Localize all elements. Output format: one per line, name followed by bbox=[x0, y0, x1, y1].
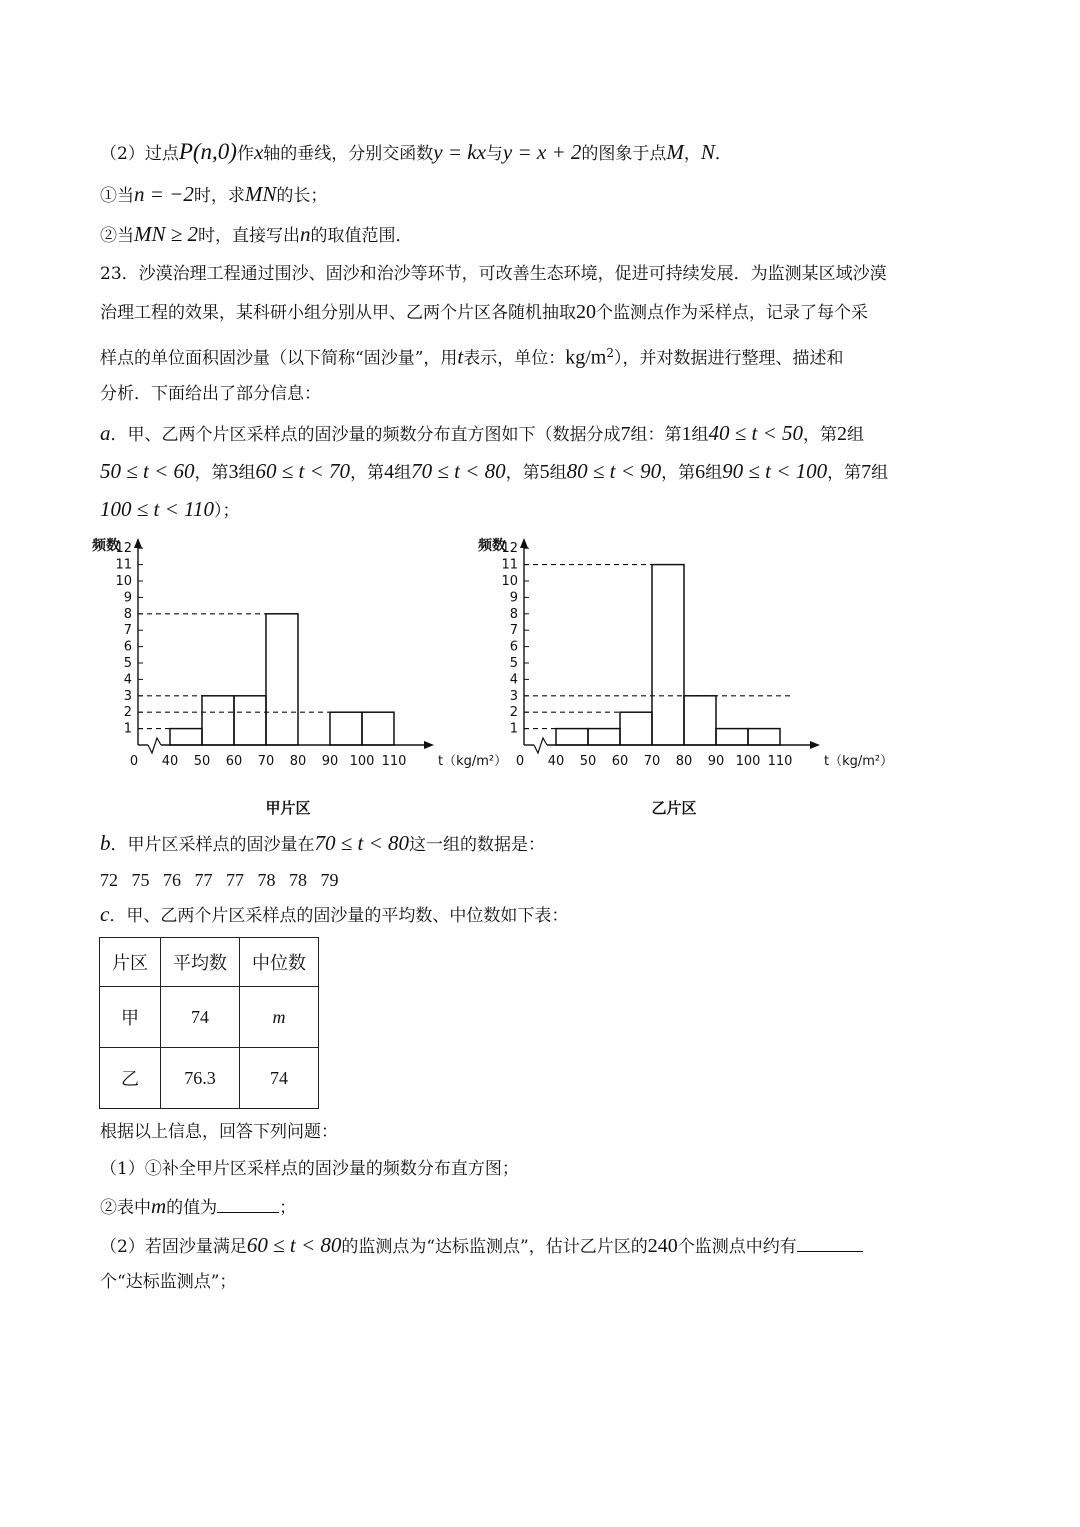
label-c: c bbox=[100, 902, 110, 926]
a2-text-g: ，第 bbox=[661, 463, 696, 483]
table-header-cell: 中位数 bbox=[240, 938, 319, 987]
q1b-text-c: ； bbox=[279, 1198, 297, 1218]
q23-intro-line-3 bbox=[100, 341, 844, 371]
y-tick-label: 8 bbox=[509, 606, 518, 622]
x-tick-label: 80 bbox=[675, 754, 693, 769]
table-row bbox=[100, 987, 319, 1048]
q2-text-c: 个监测点中约有 bbox=[677, 1237, 797, 1257]
chart-title: 乙片区 bbox=[651, 799, 697, 817]
group-2-range: 50 ≤ t < 60 bbox=[100, 459, 195, 483]
x-tick-label: 40 bbox=[161, 754, 179, 769]
sub2-text-c: 的取值范围． bbox=[310, 226, 413, 246]
sub2-text-a: ②当 bbox=[100, 226, 134, 246]
a2-text-c: ，第 bbox=[350, 463, 385, 483]
info-c-line bbox=[100, 902, 568, 928]
function-1: y = kx bbox=[433, 140, 486, 164]
histogram-bar bbox=[362, 712, 394, 745]
x-tick-label: 110 bbox=[381, 754, 407, 769]
x-tick-label: 0 bbox=[515, 754, 525, 769]
y-tick-label: 5 bbox=[509, 656, 518, 671]
histograms bbox=[0, 530, 1080, 830]
group-5-num: 5 bbox=[539, 461, 550, 483]
a2-text-f: 组 bbox=[549, 463, 567, 483]
intro3-text-c: ），并对数据进行整理、描述和 bbox=[614, 348, 844, 369]
q22-part2-text-a: （2）过点 bbox=[100, 144, 179, 164]
y-tick-label: 2 bbox=[123, 705, 132, 721]
y-tick-label: 6 bbox=[123, 639, 132, 655]
y-tick-label: 3 bbox=[509, 688, 518, 704]
a2-text-i: ，第 bbox=[827, 463, 862, 483]
group-2-num: 2 bbox=[837, 423, 848, 445]
c-text: ．甲、乙两个片区采样点的固沙量的平均数、中位数如下表： bbox=[109, 906, 569, 926]
histogram-bar bbox=[170, 729, 202, 745]
axis-break bbox=[534, 738, 547, 753]
y-tick-label: 1 bbox=[123, 721, 132, 737]
y-tick-label: 8 bbox=[123, 606, 132, 622]
x-tick-label: 70 bbox=[643, 754, 661, 769]
a2-text-e: ，第 bbox=[505, 463, 540, 483]
x-axis-arrow bbox=[810, 741, 820, 749]
q1-part-a: （1）①补全甲片区采样点的固沙量的频数分布直方图； bbox=[100, 1159, 519, 1179]
group-6-range: 90 ≤ t < 100 bbox=[722, 459, 828, 483]
a2-text-d: 组 bbox=[394, 463, 412, 483]
group-3-num: 3 bbox=[228, 461, 239, 483]
group-4-num: 4 bbox=[384, 461, 395, 483]
table-cell: 74 bbox=[161, 987, 240, 1048]
q2-total: 240 bbox=[647, 1235, 678, 1257]
y-axis-arrow bbox=[520, 538, 528, 548]
sub1-text-b: 时，求 bbox=[193, 186, 245, 206]
y-tick-label: 11 bbox=[501, 557, 518, 573]
y-tick-label: 1 bbox=[509, 721, 518, 737]
y-tick-label: 5 bbox=[123, 656, 132, 671]
y-tick-label: 7 bbox=[123, 623, 132, 639]
answer-blank-count[interactable] bbox=[797, 1235, 863, 1252]
y-tick-label: 12 bbox=[115, 541, 132, 557]
q2-line-2: 个“达标监测点”； bbox=[100, 1272, 237, 1292]
y-tick-label: 4 bbox=[123, 672, 132, 688]
point-n: N bbox=[700, 140, 715, 164]
y-tick-label: 6 bbox=[509, 639, 518, 655]
q1b-text-b: 的值为 bbox=[166, 1198, 218, 1218]
sub1-text-c: 的长； bbox=[276, 186, 328, 206]
separator: ， bbox=[683, 144, 701, 164]
q2-text-b: 的监测点为“达标监测点”，估计乙片区的 bbox=[341, 1237, 648, 1257]
info-a-line-2 bbox=[100, 459, 888, 485]
segment-mn: MN bbox=[244, 182, 277, 206]
var-t: t bbox=[457, 344, 464, 369]
sub1-text-a: ①当 bbox=[100, 186, 134, 206]
info-b-line bbox=[100, 831, 545, 857]
a3-end: ）； bbox=[213, 501, 240, 521]
y-tick-label: 10 bbox=[501, 574, 518, 589]
x-tick-label: 40 bbox=[547, 754, 565, 769]
x-tick-label: 80 bbox=[289, 754, 307, 769]
y-axis-arrow bbox=[134, 538, 142, 548]
q23-intro-line-1: 23．沙漠治理工程通过围沙、固沙和治沙等环节，可改善生态环境，促进可持续发展．为监测某区域沙漠 bbox=[100, 264, 887, 284]
q22-part2-line bbox=[100, 140, 732, 166]
group-7-num: 7 bbox=[861, 461, 872, 483]
info-a-line-1 bbox=[100, 421, 864, 447]
unit: kg/m bbox=[565, 346, 607, 369]
x-tick-label: 90 bbox=[707, 754, 725, 769]
y-axis-title: 频数 bbox=[92, 538, 120, 554]
q22-sub1-line bbox=[100, 182, 327, 208]
histogram-bar bbox=[330, 712, 362, 745]
q22-part2-text-b: 作 bbox=[236, 144, 254, 164]
y-tick-label: 9 bbox=[509, 590, 518, 606]
table-cell: 甲 bbox=[100, 987, 161, 1048]
var-x: x bbox=[253, 140, 264, 164]
b-text-b: 这一组的数据是： bbox=[409, 835, 546, 855]
y-tick-label: 10 bbox=[115, 574, 132, 589]
q1-part-b bbox=[100, 1194, 296, 1220]
table-row bbox=[100, 1048, 319, 1109]
var-n: n bbox=[300, 222, 311, 246]
histogram-bar bbox=[556, 729, 588, 745]
intro2-text-a: 治理工程的效果，某科研小组分别从甲、乙两个片区各随机抽取 bbox=[100, 303, 576, 323]
x-tick-label: 90 bbox=[321, 754, 339, 769]
stats-table bbox=[99, 937, 319, 1109]
group-6-num: 6 bbox=[695, 461, 706, 483]
x-tick-label: 110 bbox=[767, 754, 793, 769]
x-tick-label: 0 bbox=[129, 754, 139, 769]
q1b-text-a: ②表中 bbox=[100, 1198, 151, 1218]
histogram-bar bbox=[234, 696, 266, 745]
group-4-range: 70 ≤ t < 80 bbox=[411, 459, 506, 483]
y-tick-label: 7 bbox=[509, 623, 518, 639]
a1-text-e: 组 bbox=[847, 425, 865, 445]
axis-break bbox=[148, 738, 161, 753]
intro3-text-a: 样点的单位面积固沙量（以下简称“固沙量”，用 bbox=[100, 348, 458, 369]
a2-text-a: ，第 bbox=[194, 463, 229, 483]
group-count: 7 bbox=[620, 423, 631, 445]
y-tick-label: 9 bbox=[123, 590, 132, 606]
table-header-cell: 片区 bbox=[100, 938, 161, 987]
q2-text-a: （2）若固沙量满足 bbox=[100, 1237, 247, 1257]
a1-text-c: 组 bbox=[691, 425, 709, 445]
table-header-row bbox=[100, 938, 319, 987]
intro2-text-b: 个监测点作为采样点，记录了每个采 bbox=[596, 303, 868, 323]
table-cell: 74 bbox=[240, 1048, 319, 1109]
sub1-condition: n = −2 bbox=[134, 182, 194, 206]
y-tick-label: 11 bbox=[115, 557, 132, 573]
intro3-text-b: 表示，单位： bbox=[463, 348, 566, 369]
histogram-bar bbox=[266, 614, 298, 745]
x-tick-label: 70 bbox=[257, 754, 275, 769]
histogram-bar bbox=[716, 729, 748, 745]
table-cell: 乙 bbox=[100, 1048, 161, 1109]
x-axis-title: t（kg/m²） bbox=[824, 754, 894, 769]
histogram-bar bbox=[620, 712, 652, 745]
x-axis-title: t（kg/m²） bbox=[438, 754, 508, 769]
a1-text-d: ，第 bbox=[803, 425, 838, 445]
x-tick-label: 50 bbox=[193, 754, 211, 769]
q23-intro-line-4: 分析．下面给出了部分信息： bbox=[100, 384, 321, 404]
point-p: P(n,0) bbox=[178, 139, 237, 164]
table-cell: m bbox=[240, 987, 319, 1048]
var-m: m bbox=[151, 1194, 167, 1218]
table-cell: 76.3 bbox=[161, 1048, 240, 1109]
a2-text-h: 组 bbox=[705, 463, 723, 483]
group-1-range: 40 ≤ t < 50 bbox=[708, 421, 804, 445]
a2-text-b: 组 bbox=[238, 463, 256, 483]
group-7-range: 100 ≤ t < 110 bbox=[100, 497, 214, 521]
q2-range: 60 ≤ t < 80 bbox=[246, 1233, 342, 1257]
x-tick-label: 60 bbox=[225, 754, 243, 769]
info-a-line-3 bbox=[100, 497, 239, 523]
period: ． bbox=[714, 144, 732, 164]
group-1-num: 1 bbox=[681, 423, 692, 445]
q22-part2-text-d: 与 bbox=[485, 144, 503, 164]
point-m: M bbox=[666, 140, 684, 164]
y-tick-label: 2 bbox=[509, 705, 518, 721]
label-a: a bbox=[100, 421, 111, 445]
a1-text-b: 组：第 bbox=[630, 425, 682, 445]
b-data-values: 72 75 76 77 77 78 78 79 bbox=[100, 870, 339, 890]
x-tick-label: 50 bbox=[579, 754, 597, 769]
a2-text-j: 组 bbox=[871, 463, 889, 483]
b-range: 70 ≤ t < 80 bbox=[314, 831, 410, 855]
x-tick-label: 100 bbox=[735, 754, 761, 769]
b-text-a: ．甲片区采样点的固沙量在 bbox=[110, 835, 315, 855]
after-table-text: 根据以上信息，回答下列问题： bbox=[100, 1122, 338, 1142]
table-header-cell: 平均数 bbox=[161, 938, 240, 987]
q23-intro-line-2 bbox=[100, 300, 868, 325]
function-2: y = x + 2 bbox=[502, 140, 582, 164]
histogram-bar bbox=[202, 696, 234, 745]
group-5-range: 80 ≤ t < 90 bbox=[566, 459, 662, 483]
y-tick-label: 3 bbox=[123, 688, 132, 704]
histogram-bar bbox=[748, 729, 780, 745]
unit-exponent: 2 bbox=[606, 346, 614, 360]
q2-line bbox=[100, 1233, 863, 1259]
histogram-bar bbox=[588, 729, 620, 745]
histogram-bar bbox=[684, 696, 716, 745]
sub2-condition: MN ≥ 2 bbox=[134, 222, 199, 246]
histogram-bar bbox=[652, 565, 684, 745]
x-tick-label: 60 bbox=[611, 754, 629, 769]
group-3-range: 60 ≤ t < 70 bbox=[255, 459, 351, 483]
q22-part2-text-e: 的图象于点 bbox=[581, 144, 667, 164]
q22-sub2-line bbox=[100, 222, 413, 248]
answer-blank-m[interactable] bbox=[217, 1196, 279, 1213]
label-b: b bbox=[100, 831, 111, 855]
q22-part2-text-c: 轴的垂线，分别交函数 bbox=[263, 144, 434, 164]
a1-text-a: ．甲、乙两个片区采样点的固沙量的频数分布直方图如下（数据分成 bbox=[110, 425, 621, 445]
x-axis-arrow bbox=[424, 741, 434, 749]
y-axis-title: 频数 bbox=[478, 538, 506, 554]
x-tick-label: 100 bbox=[349, 754, 375, 769]
sub2-text-b: 时，直接写出 bbox=[198, 226, 301, 246]
y-tick-label: 4 bbox=[509, 672, 518, 688]
y-tick-label: 12 bbox=[501, 541, 518, 557]
sample-count: 20 bbox=[576, 301, 596, 323]
chart-title: 甲片区 bbox=[265, 799, 311, 817]
